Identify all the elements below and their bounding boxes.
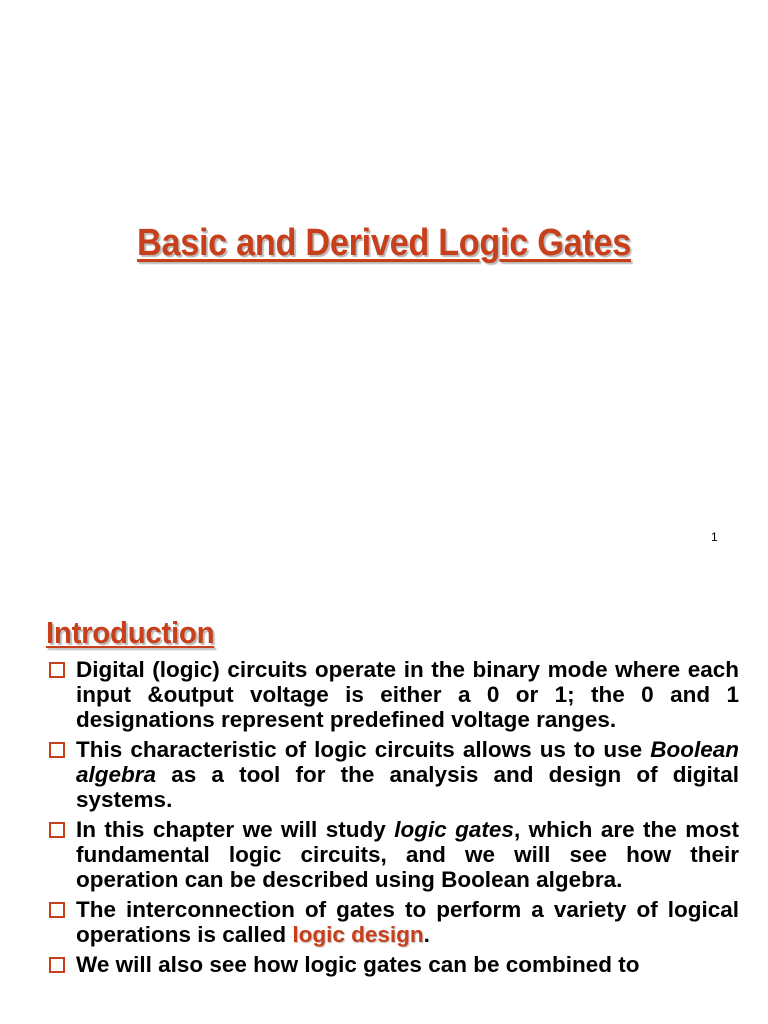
bullet-item	[47, 952, 739, 977]
bullet-item	[47, 737, 739, 812]
bullet-italic-term: logic gates	[394, 817, 514, 842]
slide-title: Basic and Derived Logic Gates	[137, 222, 631, 264]
highlighted-term: logic design	[292, 922, 424, 947]
square-bullet-icon	[49, 822, 65, 838]
bullet-text-suffix: , which are the most fundamental logic circuits, and we will see how their operation can be described using Boolean algebra.	[76, 817, 739, 892]
bullet-text-suffix: .	[423, 922, 430, 947]
section-heading: Introduction	[46, 615, 215, 650]
bullet-item	[47, 897, 739, 947]
bullet-text: Digital (logic) circuits operate in the binary mode where each input &output voltage is either a 0 or 1; the 0 and 1 designations represent predefined voltage ranges.	[76, 657, 739, 732]
page-number: 1	[711, 530, 718, 544]
bullet-list	[47, 657, 739, 982]
square-bullet-icon	[49, 902, 65, 918]
bullet-text-prefix: This characteristic of logic circuits allows us to use	[76, 737, 651, 762]
square-bullet-icon	[49, 662, 65, 678]
bullet-text-prefix: The interconnection of gates to perform a variety of logical operations is called	[76, 897, 739, 947]
bullet-item	[47, 657, 739, 732]
bullet-text-prefix: In this chapter we will study	[76, 817, 395, 842]
square-bullet-icon	[49, 957, 65, 973]
square-bullet-icon	[49, 742, 65, 758]
bullet-text: We will also see how logic gates can be combined to	[76, 952, 640, 977]
bullet-text-suffix: as a tool for the analysis and design of digital systems.	[76, 762, 739, 812]
bullet-item	[47, 817, 739, 892]
slide-introduction	[0, 590, 768, 1024]
bullet-italic-term: Boolean algebra	[76, 737, 739, 787]
